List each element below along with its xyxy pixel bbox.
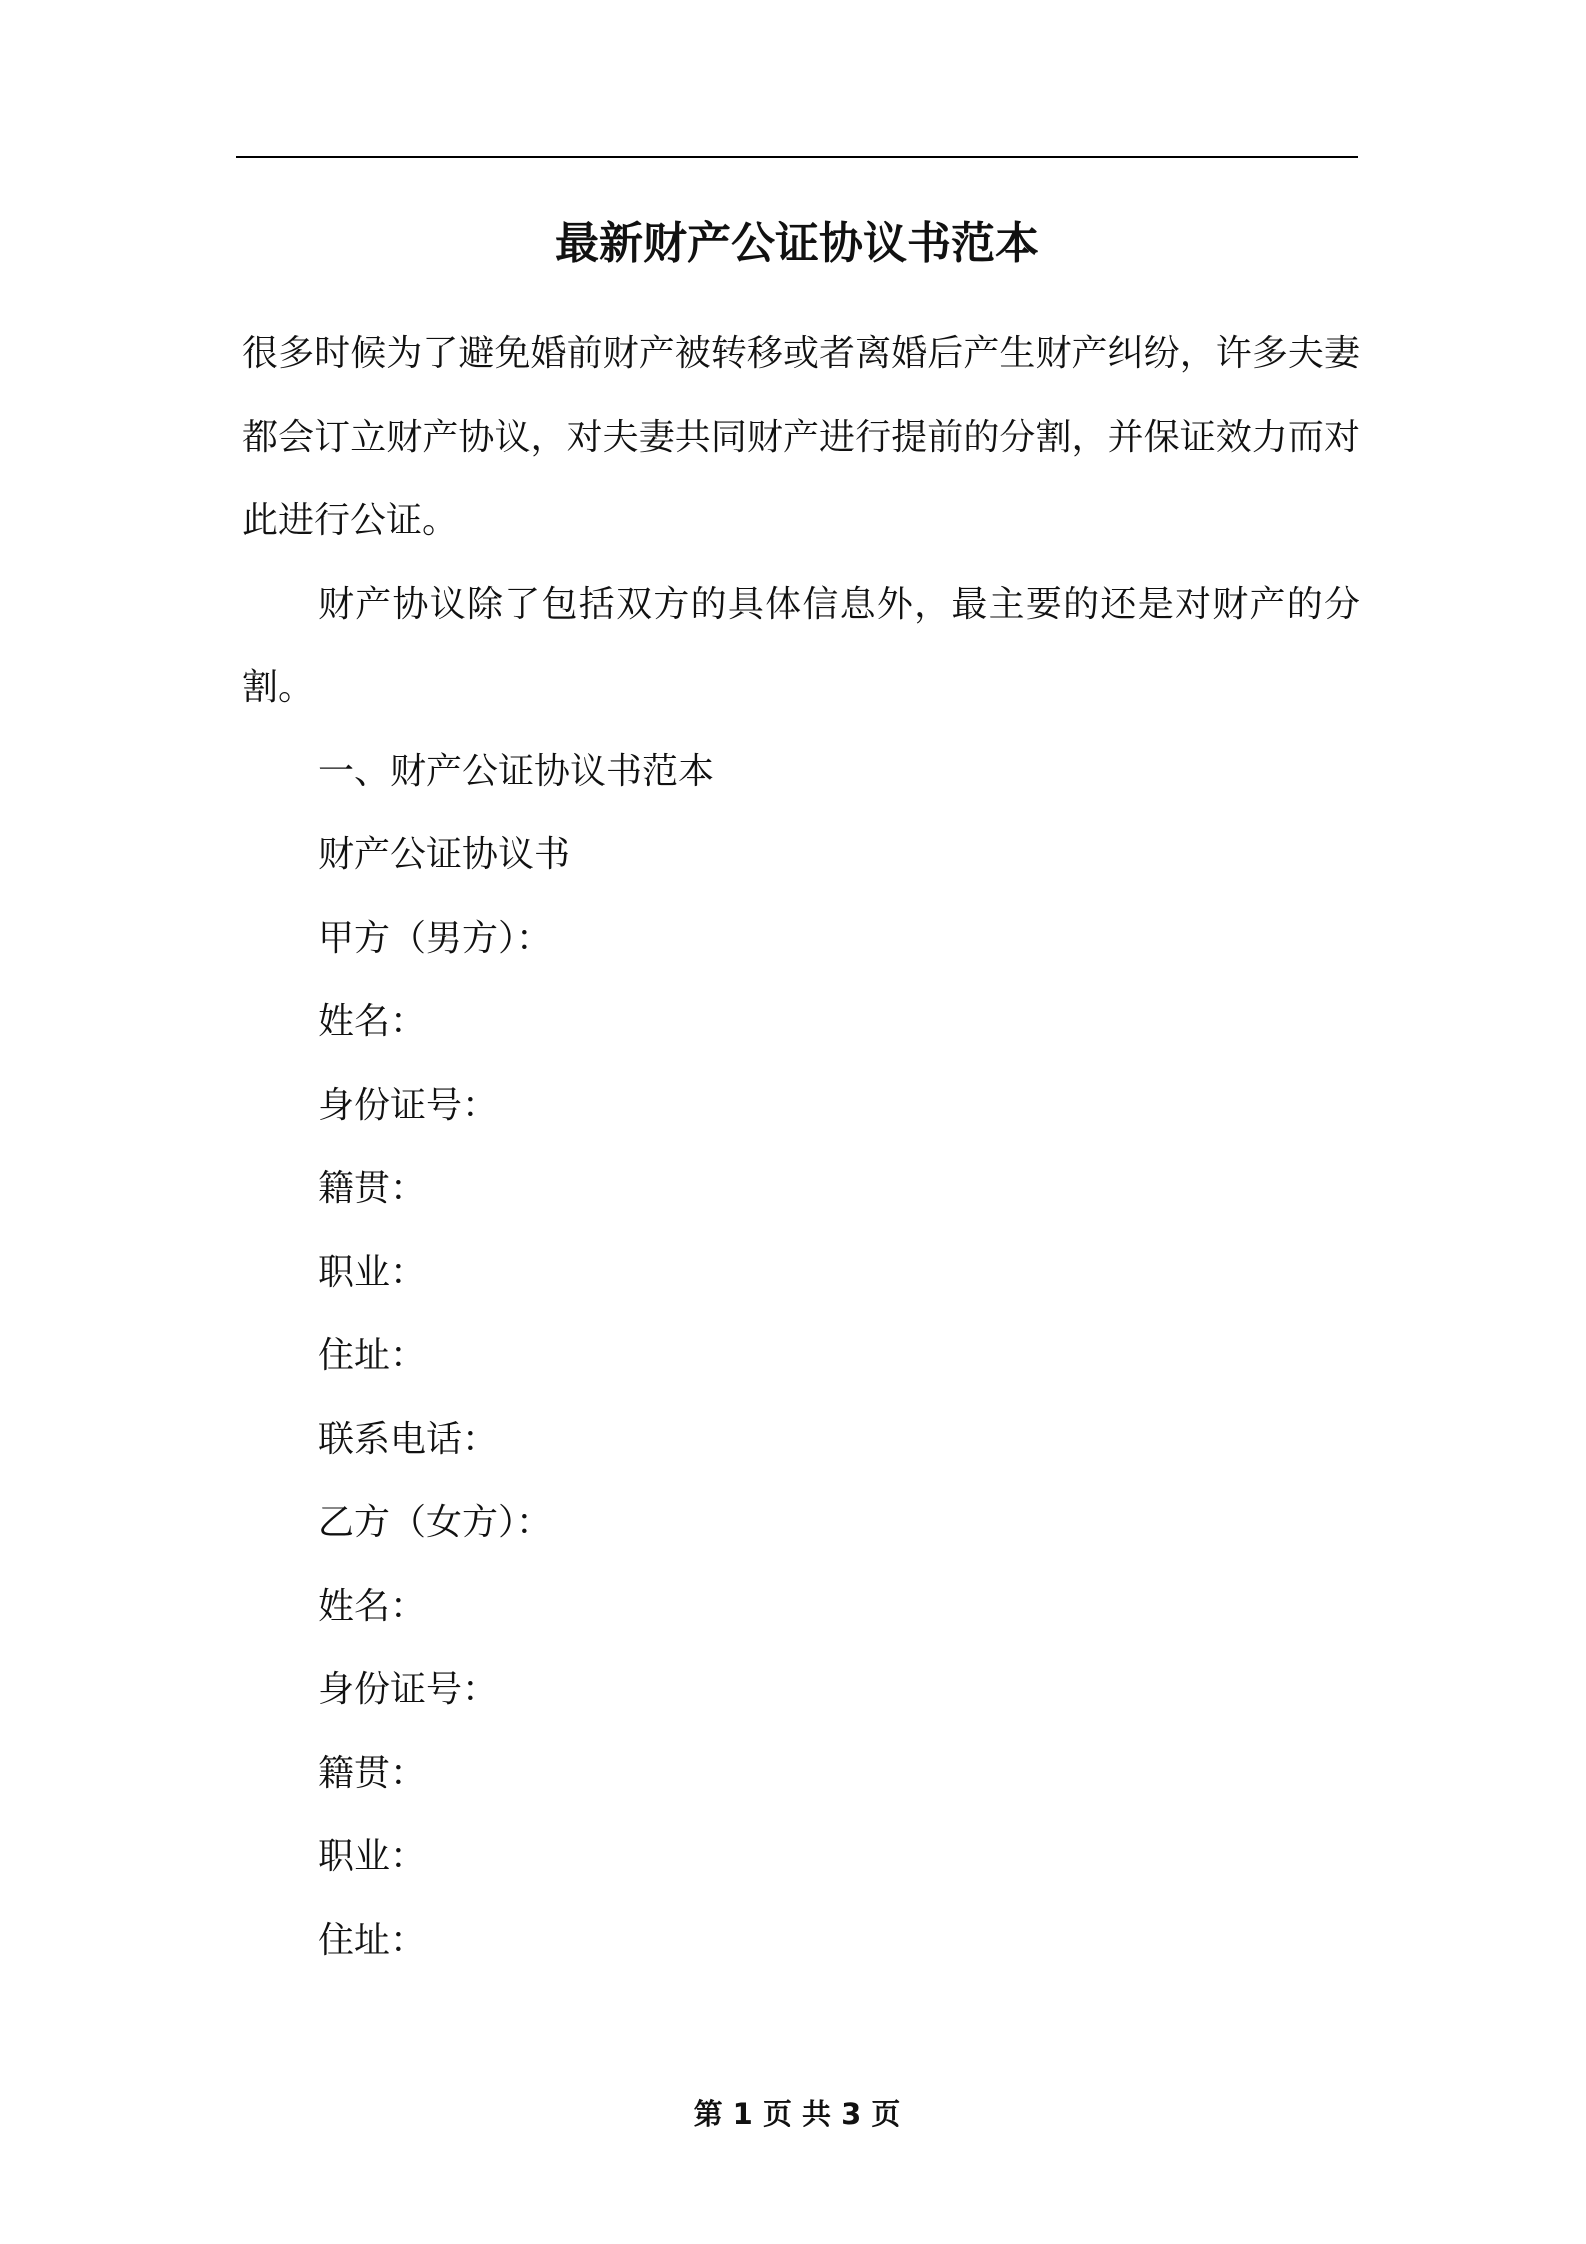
- section-heading: 一、财产公证协议书范本: [318, 750, 715, 792]
- agreement-title: 财产公证协议书: [318, 834, 571, 875]
- party-a-heading: 甲方（男方）：: [318, 917, 553, 959]
- party-a-address-label: 住址：: [318, 1335, 427, 1376]
- party-b-id-label: 身份证号：: [318, 1669, 499, 1710]
- party-a-occupation-label: 职业：: [318, 1251, 427, 1293]
- party-a-id-label: 身份证号：: [318, 1084, 499, 1126]
- party-b-origin-label: 籍贯：: [318, 1752, 427, 1794]
- party-a-name-label: 姓名：: [318, 1001, 427, 1042]
- party-b-heading: 乙方（女方）：: [318, 1502, 553, 1543]
- header-rule: [236, 156, 1358, 158]
- party-b-address-label: 住址：: [318, 1919, 427, 1961]
- page-number: 第 1 页 共 3 页: [693, 2097, 901, 2131]
- intro-paragraph-2: 财产协议除了包括双方的具体信息外，最主要的还是对财产的分割。: [242, 583, 1360, 708]
- intro-paragraph-1: 很多时候为了避免婚前财产被转移或者离婚后产生财产纠纷，许多夫妻都会订立财产协议，对夫妻共同财产进行提前的分割，并保证效力而对此进行公证。: [242, 333, 1360, 541]
- party-a-origin-label: 籍贯：: [318, 1168, 427, 1209]
- document-body: [242, 312, 1360, 1982]
- party-b-occupation-label: 职业：: [318, 1836, 427, 1877]
- party-a-phone-label: 联系电话：: [318, 1418, 499, 1460]
- document-title: 最新财产公证协议书范本: [555, 218, 1039, 269]
- party-b-name-label: 姓名：: [318, 1585, 427, 1627]
